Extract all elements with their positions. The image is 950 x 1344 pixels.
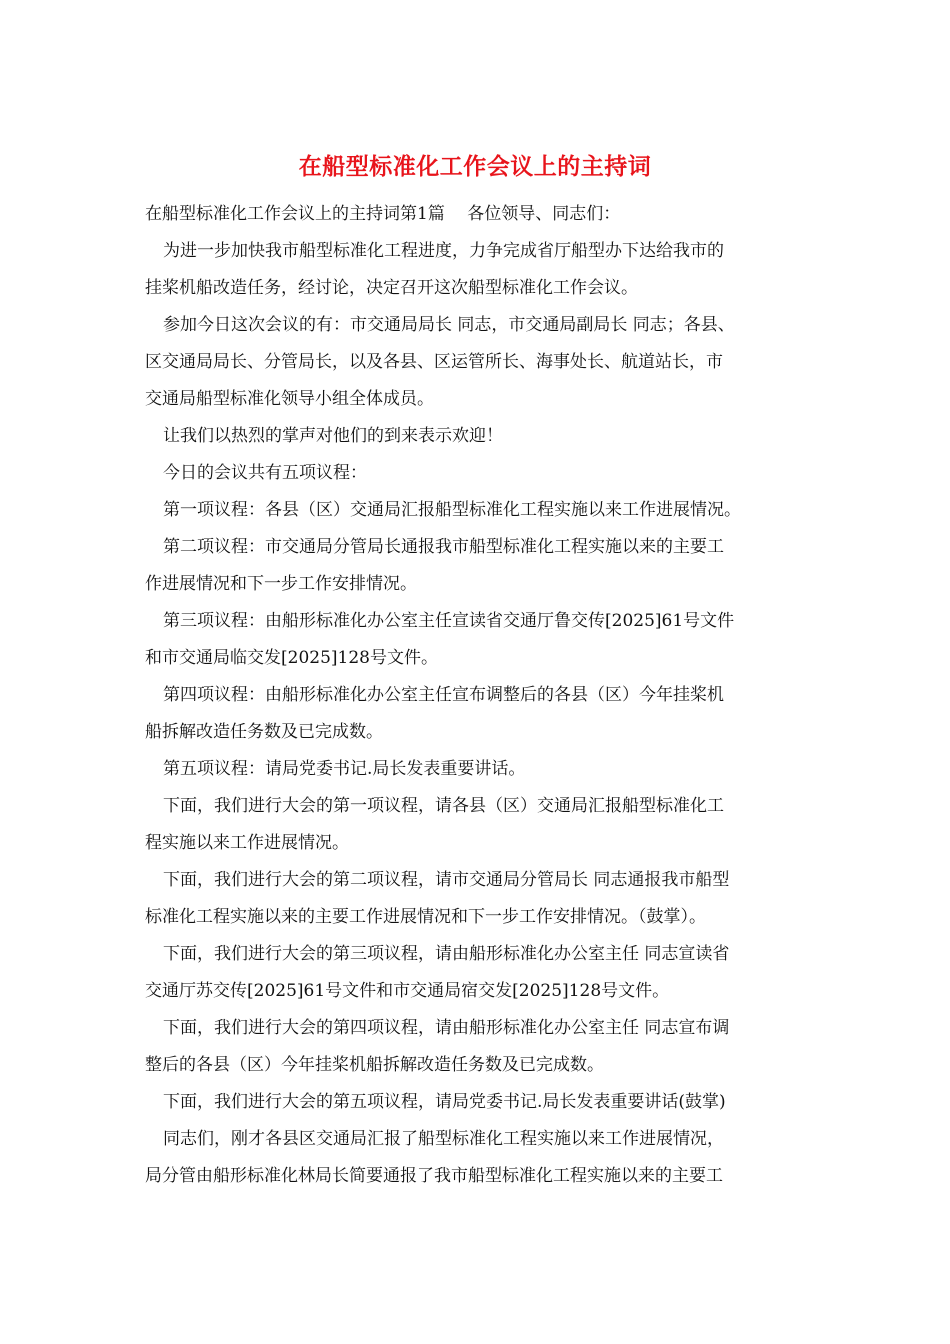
text-line: 在船型标准化工作会议上的主持词第1篇 各位领导、同志们： — [145, 204, 621, 224]
text-line: 下面，我们进行大会的第四项议程，请由船形标准化办公室主任 同志宣布调 — [163, 1018, 730, 1038]
text-line: 第五项议程：请局党委书记.局长发表重要讲话。 — [163, 759, 526, 779]
text-line: 第二项议程：市交通局分管局长通报我市船型标准化工程实施以来的主要工 — [163, 537, 724, 557]
text-line: 下面，我们进行大会的第五项议程，请局党委书记.局长发表重要讲话(鼓掌) — [163, 1092, 726, 1112]
text-line: 下面，我们进行大会的第一项议程，请各县（区）交通局汇报船型标准化工 — [163, 796, 724, 816]
document-body — [145, 196, 810, 1195]
text-line: 让我们以热烈的掌声对他们的到来表示欢迎！ — [163, 426, 503, 446]
text-line: 区交通局局长、分管局长，以及各县、区运管所长、海事处长、航道站长，市 — [145, 352, 723, 372]
text-line: 交通局船型标准化领导小组全体成员。 — [145, 389, 434, 409]
text-line: 整后的各县（区）今年挂桨机船拆解改造任务数及已完成数。 — [145, 1055, 604, 1075]
text-line: 程实施以来工作进展情况。 — [145, 833, 349, 853]
text-line: 第四项议程：由船形标准化办公室主任宣布调整后的各县（区）今年挂桨机 — [163, 685, 724, 705]
text-line: 今日的会议共有五项议程： — [163, 463, 367, 483]
text-line: 和市交通局临交发[2025]128号文件。 — [145, 648, 438, 668]
text-line: 挂桨机船改造任务，经讨论，决定召开这次船型标准化工作会议。 — [145, 278, 638, 298]
text-line: 标准化工程实施以来的主要工作进展情况和下一步工作安排情况。（鼓掌）。 — [145, 907, 706, 927]
text-line: 船拆解改造任务数及已完成数。 — [145, 722, 383, 742]
text-line: 第一项议程：各县（区）交通局汇报船型标准化工程实施以来工作进展情况。 — [163, 500, 741, 520]
text-line: 下面，我们进行大会的第二项议程，请市交通局分管局长 同志通报我市船型 — [163, 870, 730, 890]
text-line: 局分管由船形标准化林局长简要通报了我市船型标准化工程实施以来的主要工 — [145, 1166, 723, 1186]
text-line: 为进一步加快我市船型标准化工程进度，力争完成省厅船型办下达给我市的 — [163, 241, 724, 261]
text-line: 第三项议程：由船形标准化办公室主任宣读省交通厅鲁交传[2025]61号文件 — [163, 611, 735, 631]
text-line: 同志们，刚才各县区交通局汇报了船型标准化工程实施以来工作进展情况， — [163, 1129, 724, 1149]
text-line: 交通厅苏交传[2025]61号文件和市交通局宿交发[2025]128号文件。 — [145, 981, 670, 1001]
text-line: 作进展情况和下一步工作安排情况。 — [145, 574, 417, 594]
text-line: 下面，我们进行大会的第三项议程，请由船形标准化办公室主任 同志宣读省 — [163, 944, 730, 964]
text-line: 参加今日这次会议的有：市交通局局长 同志，市交通局副局长 同志；各县、 — [163, 315, 735, 335]
document-title: 在船型标准化工作会议上的主持词 — [298, 153, 652, 180]
